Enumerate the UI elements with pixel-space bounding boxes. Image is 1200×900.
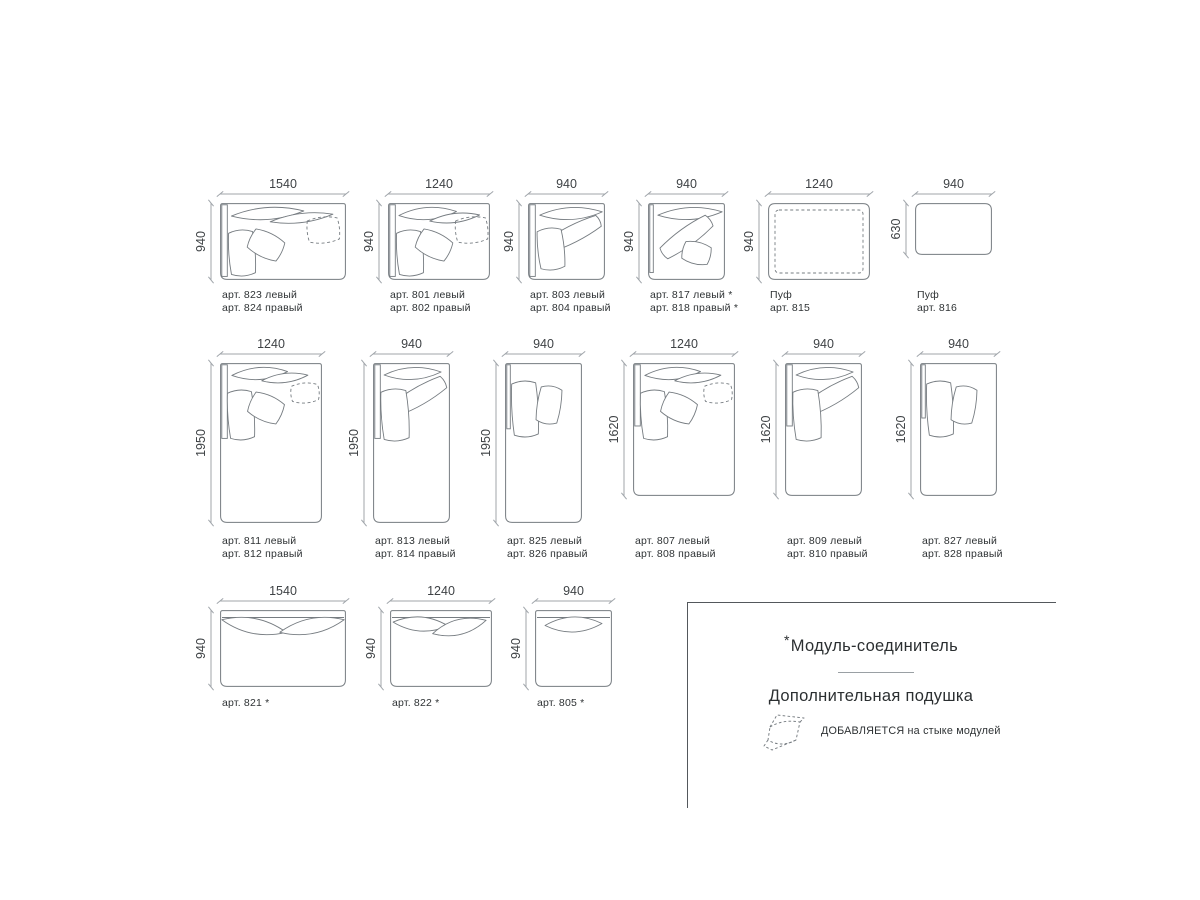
dimension-width-label: 1240: [805, 177, 833, 191]
asterisk-marker: *: [784, 632, 790, 648]
module-drawing: [603, 335, 743, 502]
legend-note-text: ДОБАВЛЯЕТСЯ на стыке модулей: [821, 725, 1001, 737]
furniture-module: [755, 335, 870, 502]
furniture-module: [505, 582, 620, 693]
dimension-width-label: 940: [401, 337, 422, 351]
module-article-label: [375, 535, 456, 561]
module-drawing: [343, 335, 458, 529]
dimension-height-label: 630: [889, 218, 903, 240]
article-label-line: арт. 808 правый: [635, 548, 716, 560]
module-article-label: [650, 289, 738, 315]
module-drawing: [475, 335, 590, 529]
dimension-height-label: 940: [194, 638, 208, 659]
module-drawing: [618, 175, 733, 286]
dimension-height-label: 1620: [759, 415, 773, 444]
dimension-width-label: 940: [563, 584, 584, 598]
pillow-sketch-icon: [762, 708, 814, 754]
module-drawing: [190, 335, 330, 529]
article-label-line: арт. 809 левый: [787, 535, 863, 547]
dimension-height-label: 940: [622, 231, 636, 252]
furniture-module: [475, 335, 590, 529]
article-label-line: Пуф: [770, 289, 792, 301]
module-article-label: [530, 289, 611, 315]
module-article-label: [222, 289, 303, 315]
dimension-height-label: 940: [742, 231, 756, 252]
article-label-line: арт. 822 *: [392, 697, 440, 709]
article-label-line: арт. 802 правый: [390, 302, 471, 314]
dimension-height-label: 1620: [607, 415, 621, 444]
dimension-height-label: 940: [502, 231, 516, 252]
dimension-height-label: 940: [362, 231, 376, 252]
article-label-line: арт. 803 левый: [530, 289, 606, 301]
dimension-width-label: 940: [943, 177, 964, 191]
article-label-line: Пуф: [917, 289, 939, 301]
legend-note-row: [762, 708, 1001, 754]
dimension-width-label: 1240: [425, 177, 453, 191]
article-label-line: арт. 801 левый: [390, 289, 466, 301]
article-label-line: арт. 826 правый: [507, 548, 588, 560]
module-article-label: [390, 289, 471, 315]
module-drawing: [755, 335, 870, 502]
module-drawing: [358, 175, 498, 286]
article-label-line: арт. 812 правый: [222, 548, 303, 560]
dimension-width-label: 1240: [257, 337, 285, 351]
dimension-width-label: 940: [556, 177, 577, 191]
dimension-width-label: 940: [676, 177, 697, 191]
module-article-label: [635, 535, 716, 561]
dimension-height-label: 1950: [194, 429, 208, 457]
article-label-line: арт. 824 правый: [222, 302, 303, 314]
article-label-line: арт. 825 левый: [507, 535, 583, 547]
article-label-line: арт. 815: [770, 302, 811, 314]
article-label-line: арт. 821 *: [222, 697, 270, 709]
article-label-line: арт. 804 правый: [530, 302, 611, 314]
dimension-height-label: 940: [194, 231, 208, 252]
article-label-line: арт. 814 правый: [375, 548, 456, 560]
module-article-label: [222, 697, 269, 710]
dimension-width-label: 1240: [427, 584, 455, 598]
module-drawing: [890, 335, 1005, 502]
dimension-width-label: 940: [948, 337, 969, 351]
legend-pillow-title: Дополнительная подушка: [768, 687, 974, 705]
dimension-width-label: 940: [813, 337, 834, 351]
module-article-label: [392, 697, 439, 710]
module-article-label: [787, 535, 868, 561]
article-label-line: арт. 810 правый: [787, 548, 868, 560]
dimension-width-label: 1540: [269, 177, 297, 191]
furniture-module: [358, 175, 498, 286]
dimension-width-label: 940: [533, 337, 554, 351]
furniture-module: [343, 335, 458, 529]
furniture-module: [738, 175, 878, 286]
furniture-module: [360, 582, 500, 693]
furniture-module: [498, 175, 613, 286]
module-article-label: [917, 289, 957, 315]
dimension-height-label: 1950: [479, 429, 493, 457]
article-label-line: арт. 807 левый: [635, 535, 711, 547]
dimension-height-label: 1950: [347, 429, 361, 457]
article-label-line: арт. 823 левый: [222, 289, 298, 301]
article-label-line: арт. 828 правый: [922, 548, 1003, 560]
article-label-line: арт. 817 левый *: [650, 289, 733, 301]
module-article-label: [507, 535, 588, 561]
article-label-line: арт. 816: [917, 302, 958, 314]
legend-connector-title: [687, 632, 1055, 656]
dimension-width-label: 1540: [269, 584, 297, 598]
dimension-height-label: 940: [509, 638, 523, 659]
furniture-module: [618, 175, 733, 286]
module-article-label: [537, 697, 584, 710]
module-drawing: [190, 582, 354, 693]
module-article-label: [222, 535, 303, 561]
module-drawing: [738, 175, 878, 286]
article-label-line: арт. 813 левый: [375, 535, 451, 547]
module-article-label: [922, 535, 1003, 561]
article-label-line: арт. 818 правый *: [650, 302, 739, 314]
article-label-line: арт. 805 *: [537, 697, 585, 709]
module-drawing: [360, 582, 500, 693]
furniture-module: [190, 335, 330, 529]
dimension-height-label: 940: [364, 638, 378, 659]
module-drawing: [505, 582, 620, 693]
legend-connector-text: Модуль-соединитель: [790, 637, 958, 655]
module-article-label: [770, 289, 810, 315]
article-label-line: арт. 827 левый: [922, 535, 998, 547]
article-label-line: арт. 811 левый: [222, 535, 297, 547]
dimension-height-label: 1620: [894, 415, 908, 444]
module-drawing: [190, 175, 354, 286]
module-drawing: [498, 175, 613, 286]
module-drawing: [885, 175, 1000, 261]
legend-divider: [838, 672, 914, 673]
dimension-width-label: 1240: [670, 337, 698, 351]
furniture-module: [890, 335, 1005, 502]
furniture-module: [603, 335, 743, 502]
furniture-module: [190, 582, 354, 693]
furniture-module: [190, 175, 354, 286]
furniture-module: [885, 175, 1000, 261]
